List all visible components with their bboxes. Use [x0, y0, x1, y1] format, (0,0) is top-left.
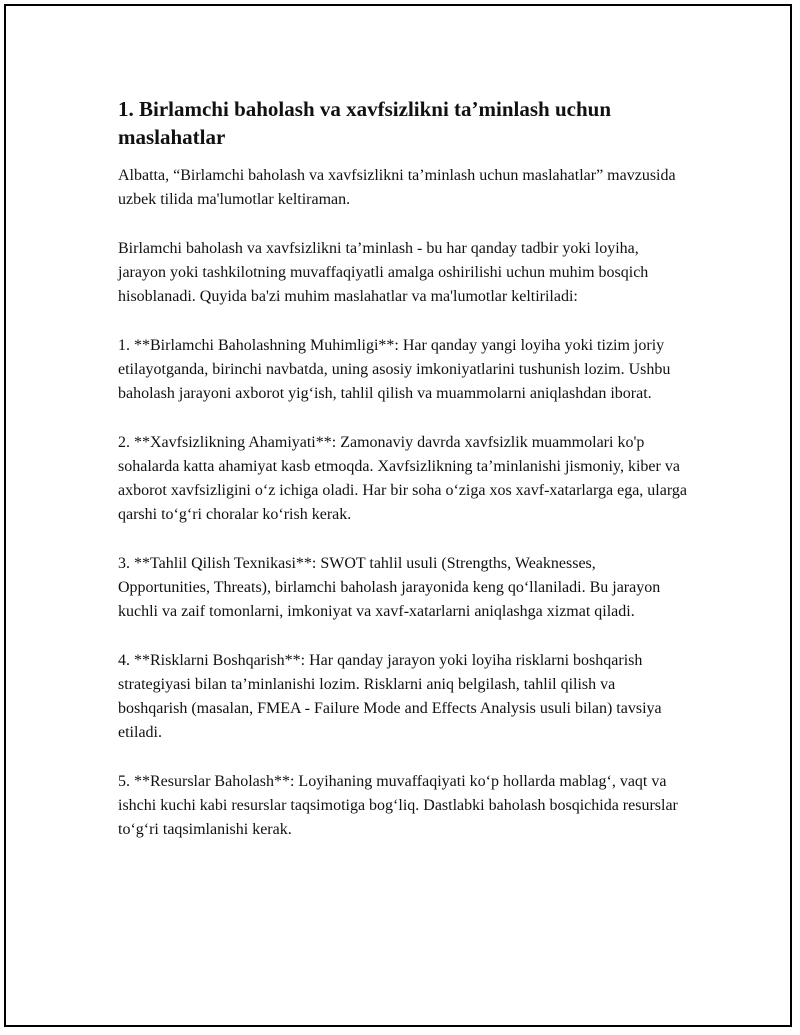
document-title: 1. Birlamchi baholash va xavfsizlikni ta’minlash uchun maslahatlar — [118, 97, 612, 149]
tip-2-paragraph: 2. **Xavfsizlikning Ahamiyati**: Zamonaviy davrda xavfsizlik muammolari ko'p sohalarda katta ahamiyat kasb etmoqda. Xavfsizlikning ta’minlanishi jismoniy, kiber va axborot xavfsizligini o‘z ichiga oladi. Har bir soha o‘ziga xos xavf-xatarlarga ega, ularga qarshi to‘g‘ri choralar ko‘rish kerak. — [118, 434, 687, 523]
overview-paragraph: Birlamchi baholash va xavfsizlikni ta’minlash - bu har qanday tadbir yoki loyiha, jarayon yoki tashkilotning muvaffaqiyatli amalga oshirilishi uchun muhim bosqich hisoblanadi. Quyida ba'zi muhim maslahatlar va ma'lumotlar keltiriladi: — [118, 240, 649, 305]
tip-3-paragraph: 3. **Tahlil Qilish Texnikasi**: SWOT tahlil usuli (Strengths, Weaknesses, Opportunities, Threats), birlamchi baholash jarayonida keng qo‘llaniladi. Bu jarayon kuchli va zaif tomonlarni, imkoniyat va xavf-xatarlarni aniqlashga xizmat qiladi. — [118, 555, 661, 620]
intro-paragraph: Albatta, “Birlamchi baholash va xavfsizlikni ta’minlash uchun maslahatlar” mavzusida uzbek tilida ma'lumotlar keltiraman. — [118, 167, 676, 208]
tip-1-paragraph: 1. **Birlamchi Baholashning Muhimligi**: Har qanday yangi loyiha yoki tizim joriy etilayotganda, birinchi navbatda, uning asosiy imkoniyatlarini tushunish lozim. Ushbu baholash jarayoni axborot yig‘ish, tahlil qilish va muammolarni aniqlashdan iborat. — [118, 337, 671, 402]
document-body — [118, 95, 688, 867]
tip-4-paragraph: 4. **Risklarni Boshqarish**: Har qanday jarayon yoki loyiha risklarni boshqarish strategiyasi bilan ta’minlanishi lozim. Risklarni aniq belgilash, tahlil qilish va boshqarish (masalan, FMEA - Failure Mode and Effects Analysis usuli bilan) tavsiya etiladi. — [118, 652, 662, 741]
tip-5-paragraph: 5. **Resurslar Baholash**: Loyihaning muvaffaqiyati ko‘p hollarda mablag‘, vaqt va ishchi kuchi kabi resurslar taqsimotiga bog‘liq. Dastlabki baholash bosqichida resurslar to‘g‘ri taqsimlanishi kerak. — [118, 773, 678, 838]
